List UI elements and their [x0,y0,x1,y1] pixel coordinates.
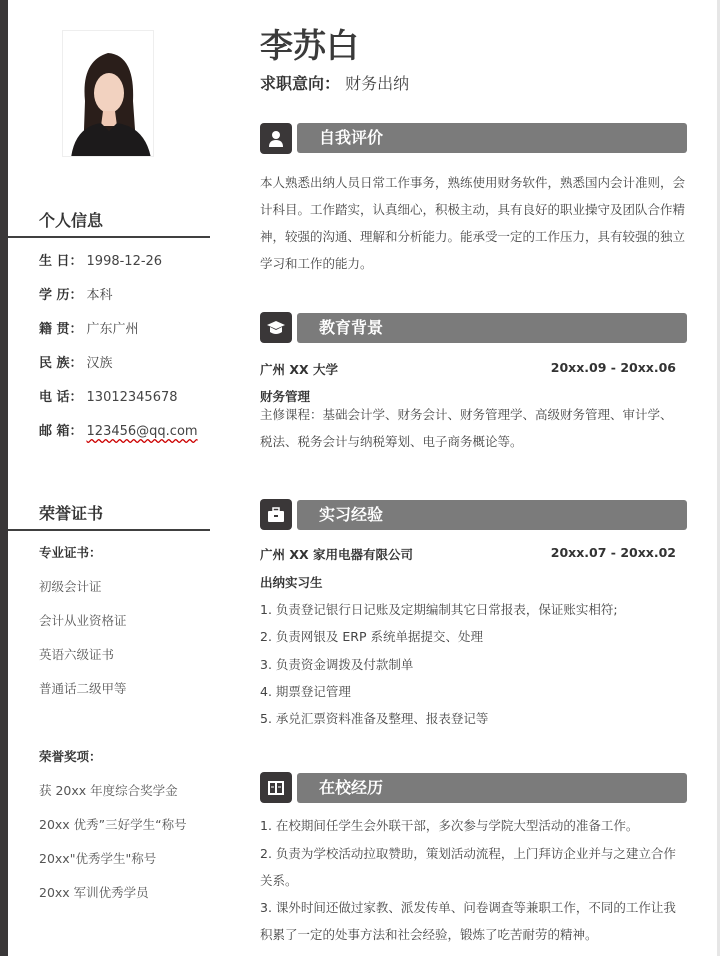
award-item: 获 20xx 年度综合奖学金 [39,783,178,798]
info-value: 广东广州 [86,322,139,337]
intern-item: 3. 负责资金调拨及付款制单 [260,656,414,672]
award-item: 20xx 优秀”三好学生“称号 [39,817,187,832]
section-header-self: 自我评价 [297,123,687,153]
cert-label: 专业证书： [39,545,102,560]
campus-item: 2. 负责为学校活动拉取赞助，策划活动流程，上门拜访企业并与之建立合作关系。 [260,846,676,888]
company-label: 广州 XX 家用电器有限公司 [260,547,413,562]
intent-value: 财务出纳 [345,74,410,93]
cert-item: 英语六级证书 [39,647,115,662]
candidate-name: 李苏白 [260,26,359,65]
award-item: 20xx 军训优秀学员 [39,885,149,900]
courses: 主修课程：基础会计学、财务会计、财务管理学、高级财务管理、审计学、税法、税务会计与纳税筹划、电子商务概论等。 [260,407,673,449]
info-value: 123456@qq.com [86,424,198,439]
award-item: 20xx"优秀学生"称号 [39,851,157,866]
info-value: 汉族 [86,356,113,371]
left-accent-bar [0,0,8,956]
briefcase-icon [260,499,292,530]
school-label: 广州 XX 大学 [260,362,338,377]
book-icon [260,772,292,803]
info-label: 学 历： [39,288,83,303]
self-evaluation-text: 本人熟悉出纳人员日常工作事务，熟练使用财务软件，熟悉国内会计准则，会计科目。工作踏实，认真细心，积极主动，具有良好的职业操守及团队合作精神，较强的沟通、理解和分析能力。能承受一定的工作压力，具有较强的独立学习和工作的能力。 [260,175,686,271]
info-row [39,250,162,269]
company-name [260,545,676,563]
intern-item: 4. 期票登记管理 [260,683,351,699]
personal-info-heading: 个人信息 [39,211,104,230]
cert-item: 会计从业资格证 [39,613,127,628]
info-value: 13012345678 [86,390,178,405]
info-row [39,386,178,405]
info-label: 籍 贯： [39,322,83,337]
intern-role: 出纳实习生 [260,575,323,590]
info-label: 生 日： [39,254,83,269]
campus-item: 3. 课外时间还做过家教、派发传单、问卷调查等兼职工作，不同的工作让我积累了一定的处事方法和社会经验，锻炼了吃苦耐劳的精神。 [260,900,676,942]
info-value: 本科 [86,288,113,303]
cert-item: 初级会计证 [39,579,102,594]
campus-item: 1. 在校期间任学生会外联干部，多次参与学院大型活动的准备工作。 [260,818,639,833]
intern-dates: 20xx.07 - 20xx.02 [550,545,676,560]
cert-item: 普通话二级甲等 [39,681,127,696]
job-intent [260,71,409,94]
profile-photo [62,30,154,157]
info-label: 民 族： [39,356,83,371]
section-header-internship: 实习经验 [297,500,687,530]
info-value: 1998-12-26 [86,254,163,269]
divider [8,236,210,238]
major: 财务管理 [260,389,311,404]
intern-item: 1. 负责登记银行日记账及定期编制其它日常报表，保证账实相符; [260,602,618,617]
info-row [39,352,113,371]
school-name [260,360,676,378]
edu-dates: 20xx.09 - 20xx.06 [550,360,676,375]
intern-item: 2. 负责网银及 ERP 系统单据提交、处理 [260,629,483,645]
info-row [39,420,198,439]
graduation-cap-icon [260,312,292,343]
section-header-education: 教育背景 [297,313,687,343]
section-header-campus: 在校经历 [297,773,687,803]
award-label: 荣誉奖项： [39,749,102,764]
info-row [39,284,113,303]
info-label: 电 话： [39,390,83,405]
divider [8,529,210,531]
info-label: 邮 箱： [39,424,83,439]
user-icon [260,123,292,154]
honors-heading: 荣誉证书 [39,504,104,523]
info-row [39,318,139,337]
intern-item: 5. 承兑汇票资料准备及整理、报表登记等 [260,711,489,727]
intent-label: 求职意向： [260,74,341,93]
